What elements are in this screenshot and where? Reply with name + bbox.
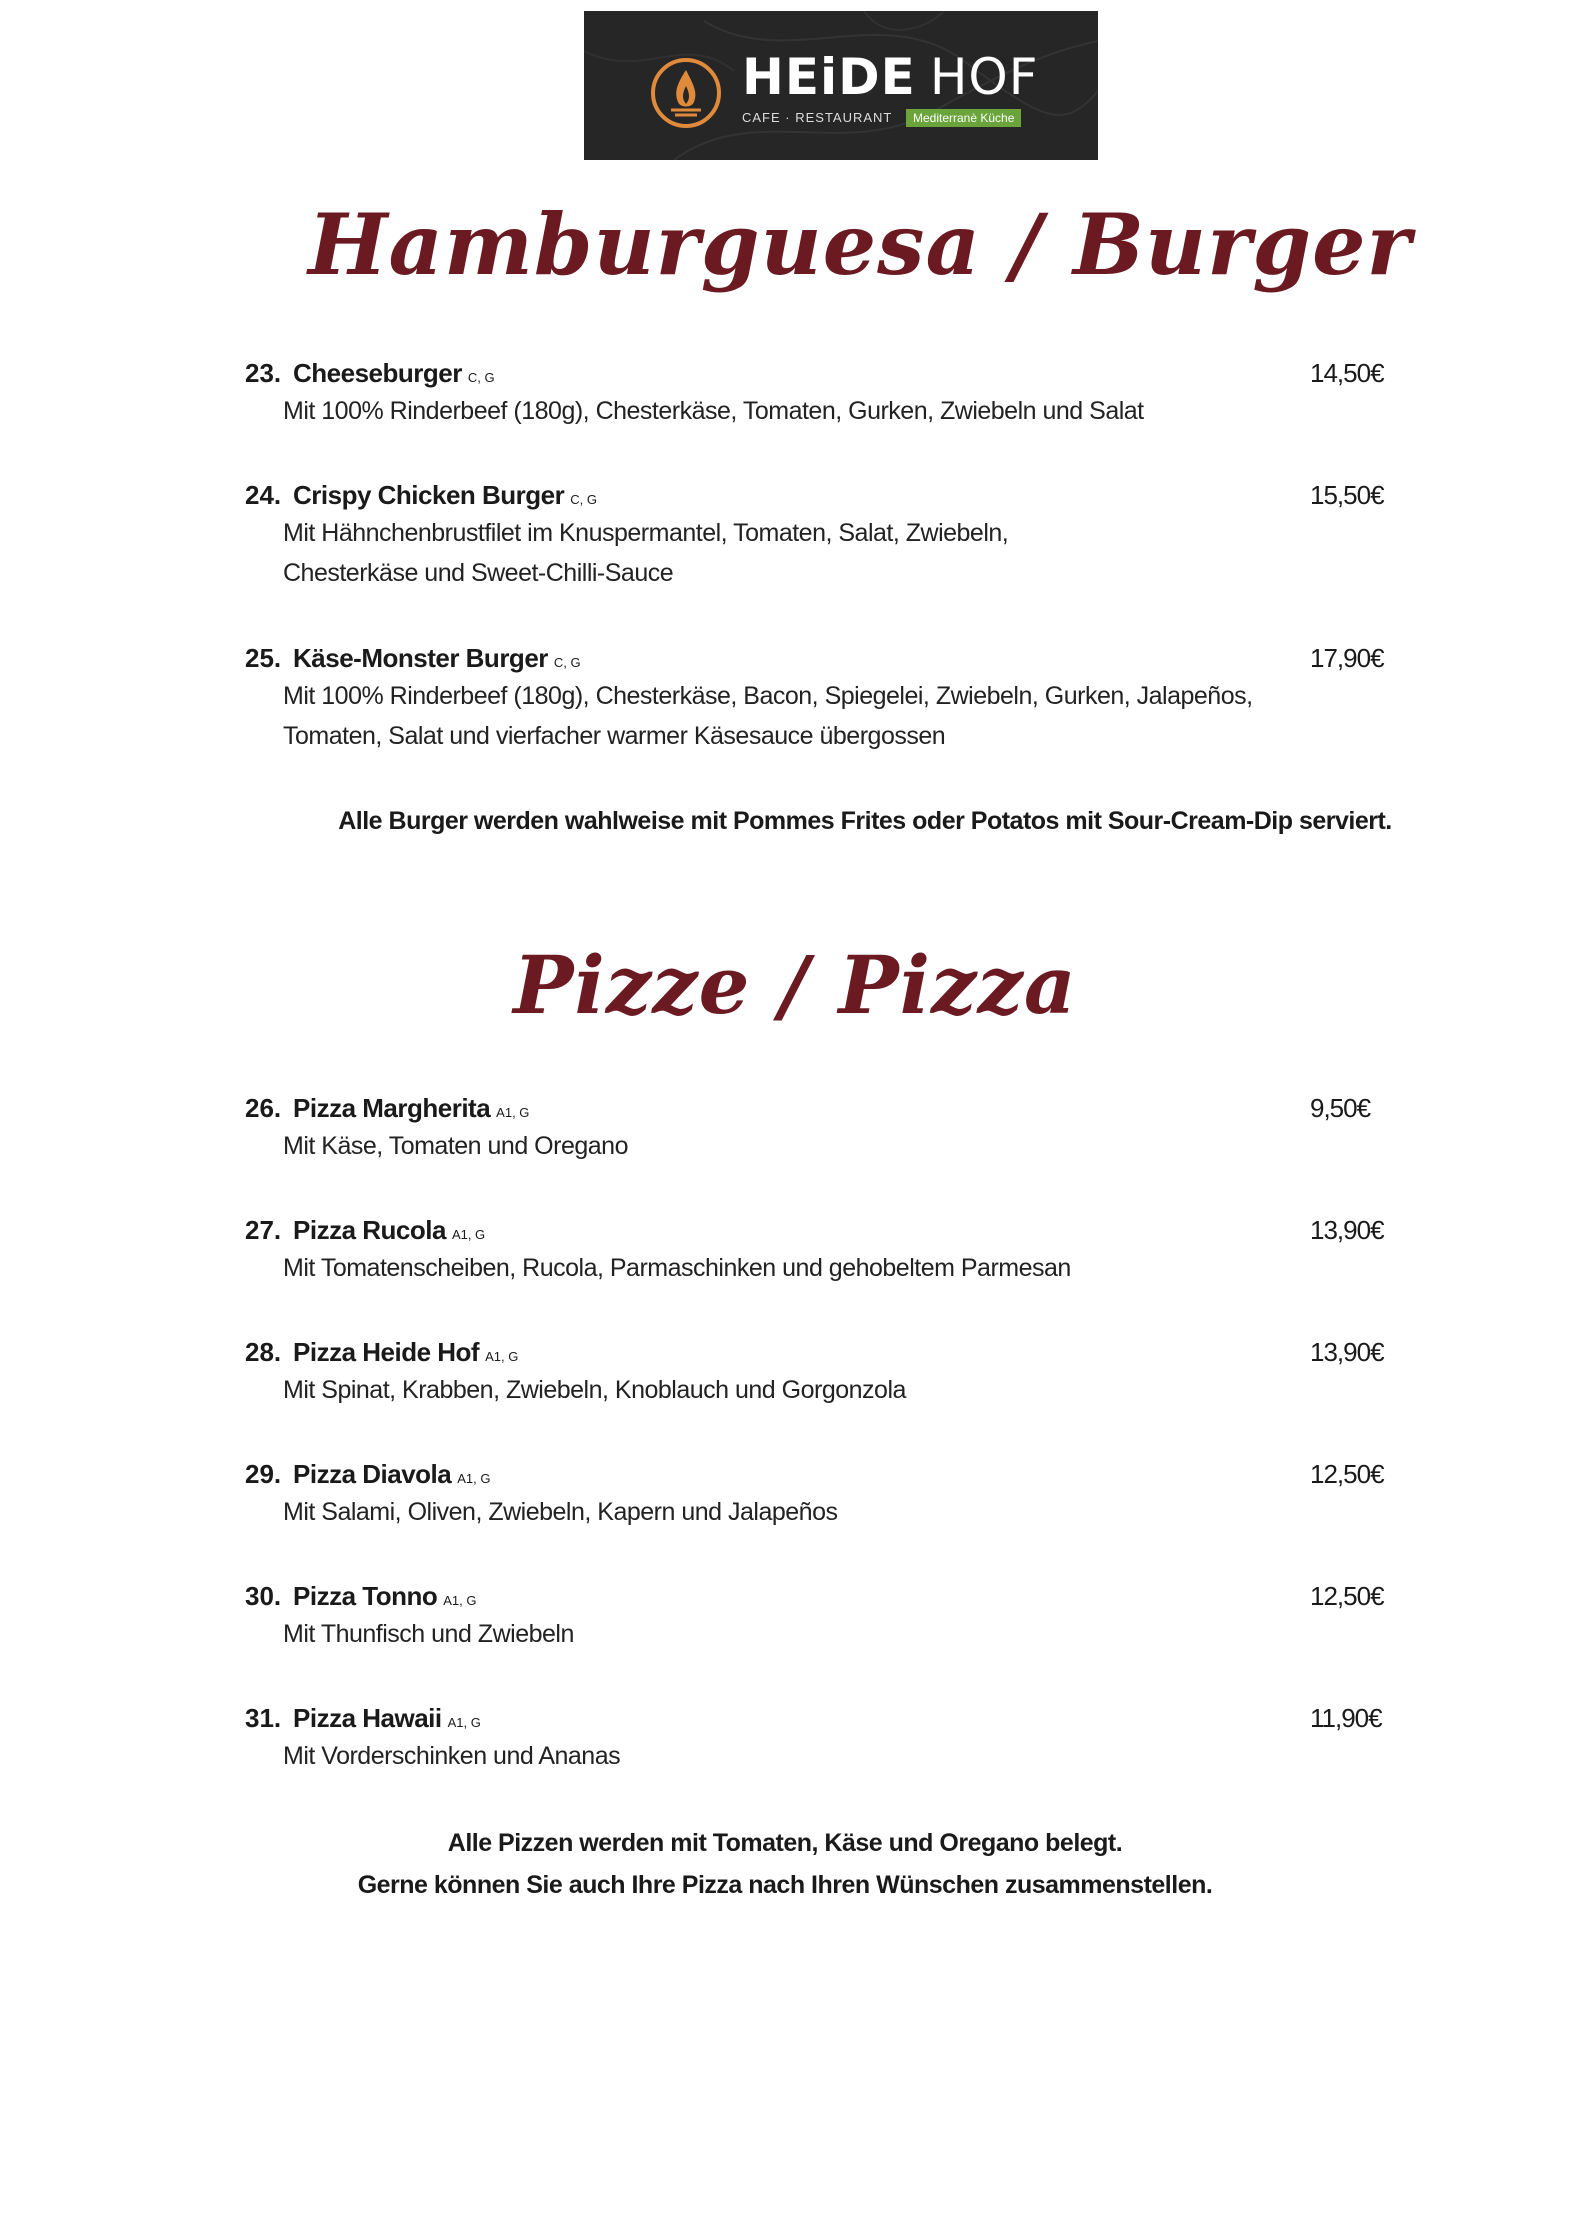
item-name: Pizza Hawaii	[293, 1703, 442, 1733]
item-description-line: Mit Tomatenscheiben, Rucola, Parmaschinken und gehobeltem Parmesan	[283, 1254, 1071, 1282]
pizza-note	[0, 1822, 1570, 1906]
flame-emblem-icon	[647, 54, 725, 132]
item-allergens: A1, G	[457, 1471, 491, 1486]
menu-item	[245, 1700, 1390, 1776]
item-allergens: A1, G	[443, 1593, 477, 1608]
item-name: Cheeseburger	[293, 358, 462, 388]
menu-item	[245, 1090, 1390, 1166]
menu-item	[245, 355, 1390, 431]
item-allergens: A1, G	[496, 1105, 530, 1120]
item-description-line: Mit Käse, Tomaten und Oregano	[283, 1132, 628, 1160]
note-line: Gerne können Sie auch Ihre Pizza nach Ihren Wünschen zusammenstellen.	[357, 1871, 1213, 1899]
item-price: 13,90€	[1310, 1337, 1384, 1367]
item-price: 11,90€	[1310, 1703, 1382, 1733]
item-description	[283, 1126, 1390, 1166]
note-line: Alle Burger werden wahlweise mit Pommes Frites oder Potatos mit Sour-Cream-Dip serviert.	[338, 807, 1392, 835]
item-allergens: A1, G	[451, 1227, 486, 1242]
item-price: 12,50€	[1310, 1581, 1384, 1611]
item-description	[283, 1614, 1390, 1654]
logo-brand-name	[742, 48, 1039, 106]
item-description	[283, 1248, 1390, 1288]
item-number: 30.	[245, 1581, 282, 1611]
item-description-line: Chesterkäse und Sweet-Chilli-Sauce	[283, 559, 674, 587]
item-price: 14,50€	[1310, 358, 1384, 388]
item-price: 13,90€	[1310, 1215, 1384, 1245]
logo-brand-light: HOF	[929, 48, 1039, 106]
item-price: 15,50€	[1310, 480, 1384, 510]
item-price: 9,50€	[1310, 1093, 1371, 1123]
item-name: Käse-Monster Burger	[293, 643, 548, 673]
menu-item	[245, 1456, 1390, 1532]
item-allergens: A1, G	[447, 1715, 481, 1730]
item-number: 31.	[245, 1703, 282, 1733]
item-number: 25.	[245, 643, 282, 673]
logo-tagline: Mediterranè Küche	[906, 109, 1021, 127]
menu-item	[245, 1334, 1390, 1410]
item-description-line: Mit Spinat, Krabben, Zwiebeln, Knoblauch und Gorgonzola	[283, 1376, 906, 1404]
item-number: 24.	[245, 480, 282, 510]
section-title-pizza: Pizze / Pizza	[513, 938, 1077, 1032]
item-price: 12,50€	[1310, 1459, 1384, 1489]
note-line: Alle Pizzen werden mit Tomaten, Käse und Oregano belegt.	[447, 1829, 1123, 1857]
restaurant-logo	[584, 11, 1098, 160]
item-allergens: C, G	[553, 655, 581, 670]
item-number: 27.	[245, 1215, 282, 1245]
item-description	[283, 391, 1390, 431]
item-name: Pizza Rucola	[293, 1215, 446, 1245]
menu-item	[245, 1578, 1390, 1654]
item-number: 23.	[245, 358, 282, 388]
item-description-line: Mit Vorderschinken und Ananas	[283, 1742, 621, 1770]
item-description	[283, 1370, 1390, 1410]
menu-item	[245, 477, 1390, 593]
item-name: Crispy Chicken Burger	[293, 480, 565, 510]
item-description	[283, 1736, 1390, 1776]
item-name: Pizza Tonno	[293, 1581, 438, 1611]
item-price: 17,90€	[1310, 643, 1384, 673]
item-allergens: A1, G	[485, 1349, 519, 1364]
item-name: Pizza Heide Hof	[293, 1337, 480, 1367]
menu-item	[245, 640, 1390, 756]
item-description-line: Mit 100% Rinderbeef (180g), Chesterkäse, Bacon, Spiegelei, Zwiebeln, Gurken, Jalapeños,	[283, 682, 1253, 710]
item-number: 28.	[245, 1337, 282, 1367]
menu-item	[245, 1212, 1390, 1288]
item-description	[283, 676, 1390, 756]
item-name: Pizza Diavola	[293, 1459, 452, 1489]
item-name: Pizza Margherita	[293, 1093, 491, 1123]
section-title-burger: Hamburguesa / Burger	[308, 195, 1412, 294]
logo-subtitle: CAFE · RESTAURANT	[742, 110, 893, 125]
item-description	[283, 513, 1390, 593]
item-description-line: Mit 100% Rinderbeef (180g), Chesterkäse, Tomaten, Gurken, Zwiebeln und Salat	[283, 397, 1144, 425]
item-description-line: Mit Salami, Oliven, Zwiebeln, Kapern und Jalapeños	[283, 1498, 838, 1526]
item-description	[283, 1492, 1390, 1532]
item-description-line: Mit Hähnchenbrustfilet im Knuspermantel, Tomaten, Salat, Zwiebeln,	[283, 519, 1009, 547]
item-description-line: Tomaten, Salat und vierfacher warmer Käsesauce übergossen	[283, 722, 946, 750]
item-number: 29.	[245, 1459, 282, 1489]
item-allergens: C, G	[570, 492, 597, 507]
logo-brand-bold: HEiDE	[742, 48, 916, 106]
item-description-line: Mit Thunfisch und Zwiebeln	[283, 1620, 574, 1648]
burger-note	[80, 800, 1570, 842]
item-allergens: C, G	[467, 370, 495, 385]
item-number: 26.	[245, 1093, 282, 1123]
